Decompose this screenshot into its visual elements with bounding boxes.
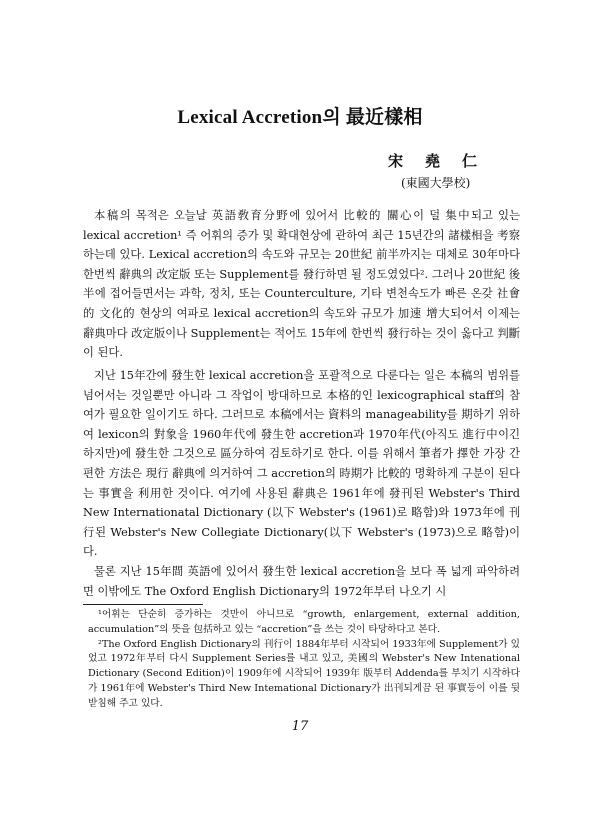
paragraph-text: 本稿의 목적은 오늘날 英語敎育分野에 있어서 比較的 關心이 덜 集中되고 있는 lexical accretion¹ 즉 어휘의 증가 및 확대현상에 관하여 최근 15년간의 諸樣相을 考察하는데 있다. Lexical accretion의 속도와 규모는 20世紀 前半까지는 대체로 30年마다 한번씩 辭典의 改定版 또는 Supplement를 發行하면 될 정도였었다². 그러나 20世紀 後半에 접어들면서는 과학, 정치, 또는 Counterculture, 기타 변천속도가 빠른 온갖 社會的 文化的 현상의 여파로 lexical accretion의 속도와 규모가 加速 增大되어서 이제는 辭典마다 改定版이나 Supplement는 적어도 15年에 한번씩 發行하는 것이 옳다고 判斷이 된다. [83, 209, 520, 360]
footnote-1: ¹어휘는 단순히 증가하는 것만이 아니므로 “growth, enlargement, external addition, accumulation”의 뜻을 包括하고 있는 “accretion”을 쓰는 것이 타당하다고 본다. [88, 609, 520, 635]
footnotes [88, 608, 520, 712]
footnote-2: ²The Oxford English Dictionary의 刊行이 1884年부터 시작되어 1933年에 Supplement가 있었고 1972年부터 다시 Supplement Series를 내고 있고, 美國의 Webster's New Intenational Dictionary (Second Edition)이 1909年에 시작되어 1939年 版부터 Addenda를 부치기 시작하다가 1961年에 Webster's Third New Intemational Dictionary가 出刊되게끔 된 事實등이 이를 뒷받침해 주고 있다. [88, 638, 520, 709]
author-affiliation: (東國大學校) [401, 176, 471, 190]
footnote-divider [83, 604, 203, 605]
body-paragraph-3 [83, 562, 520, 601]
paragraph-text: 지난 15年간에 發生한 lexical accretion을 포괄적으로 다룬다는 일은 本稿의 범위를 넘어서는 것일뿐만 아니라 그 작업이 방대하므로 本格的인 lexicographical staff의 참여가 필요한 일이기도 하다. 그러므로 本稿에서는 資料의 manageability를 期하기 위하여 lexicon의 對象을 1960年代에 發生한 accretion과 1970年代(아직도 進行中이긴 하지만)에 發生한 그것으로 區分하여 검토하기로 한다. 이를 위해서 筆者가 擇한 가장 간편한 方法은 現行 辭典에 의거하여 그 accretion의 時期가 比較的 명확하게 구분이 된다는 事實을 利用한 것이다. 여기에 사용된 辭典은 1961年에 發刊된 Webster's Third New Internationatal Dictionary (以下 Webster's (1961)로 略함)와 1973年에 刊行된 Webster's New Collegiate Dictionary(以下 Webster's (1973)으로 略함)이다. [83, 369, 520, 559]
body-paragraph-2 [83, 366, 520, 562]
page-number: 17 [291, 719, 309, 734]
article-title: Lexical Accretion의 最近樣相 [177, 107, 423, 128]
author-name: 宋堯仁 [388, 152, 500, 170]
paragraph-text: 물론 지난 15年間 英語에 있어서 發生한 lexical accretion을 보다 폭 넓게 파악하려면 이밖에도 The Oxford English Dictionary의 1972年부터 나오기 시 [83, 565, 520, 598]
body-paragraph-1 [83, 206, 520, 363]
